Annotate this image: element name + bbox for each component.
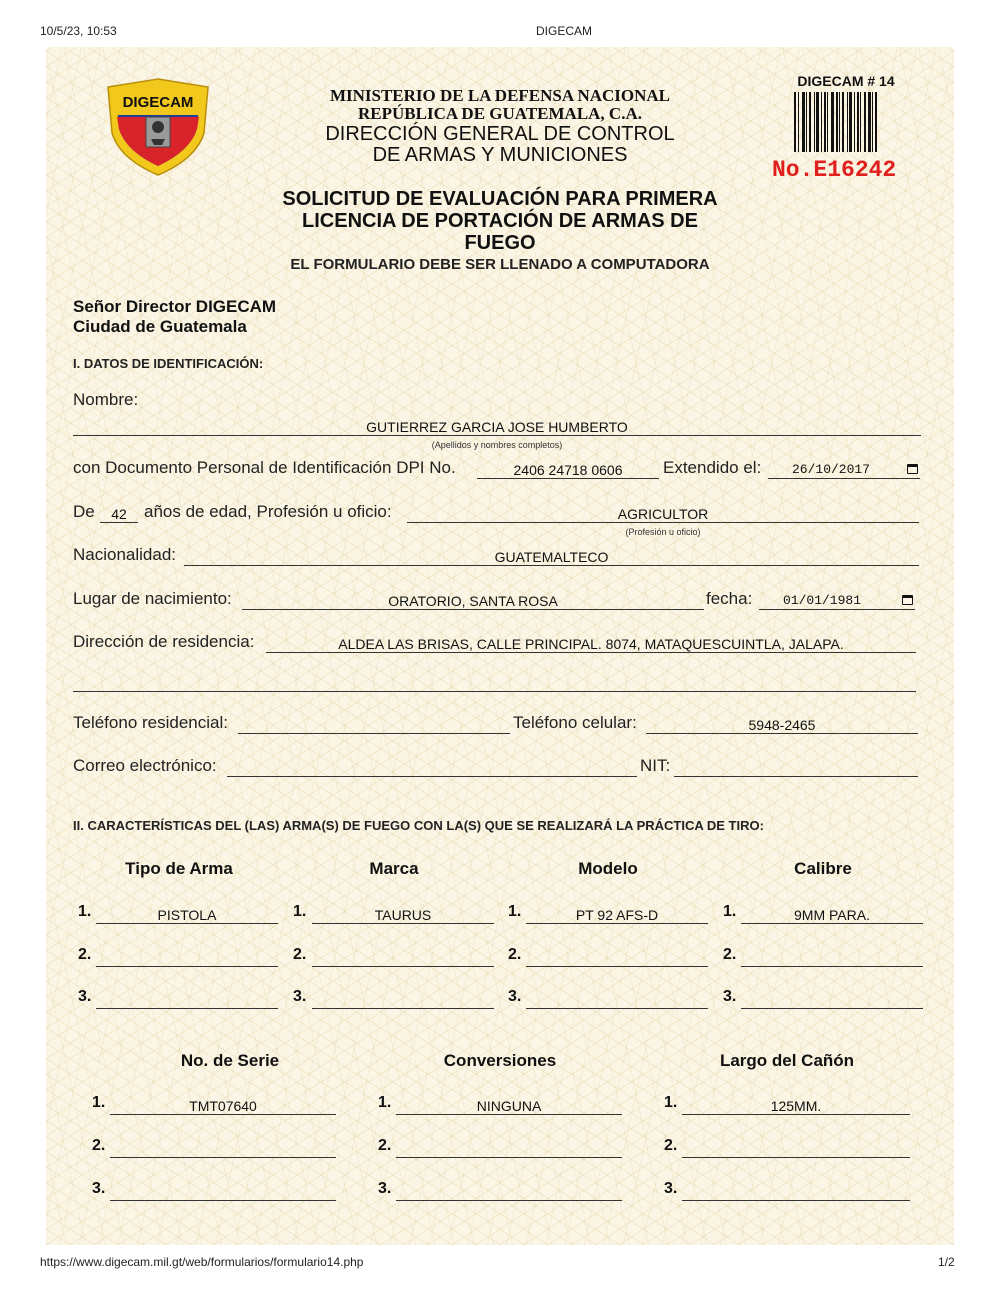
section1-heading: I. DATOS DE IDENTIFICACIÓN: [73,356,264,371]
nacionalidad-label: Nacionalidad: [73,545,177,564]
row-number: 2. [723,946,737,963]
conversiones-input-2[interactable] [396,1137,622,1158]
row-number: 3. [723,988,737,1005]
nombre-input[interactable]: GUTIERREZ GARCIA JOSE HUMBERTO [73,415,921,436]
fecha-nacimiento-date-input[interactable] [759,589,915,610]
dpi-input[interactable]: 2406 24718 0606 [477,458,659,479]
nit-label: NIT: [640,756,671,775]
addressee-line2: Ciudad de Guatemala [73,317,247,336]
row-number: 3. [92,1180,106,1197]
de-label: De [73,502,95,521]
form-number: No.E16242 [772,157,897,183]
header-tipo-arma: Tipo de Arma [125,859,233,878]
direccion-input[interactable]: ALDEA LAS BRISAS, CALLE PRINCIPAL. 8074, MATAQUESCUINTLA, JALAPA. [266,632,916,653]
form-title-line2: LICENCIA DE PORTACIÓN DE ARMAS DE [302,210,698,232]
conversiones-input-1[interactable]: NINGUNA [396,1094,622,1115]
row-number: 2. [92,1137,106,1154]
telefono-celular-label: Teléfono celular: [513,713,637,732]
direction-name-line2: DE ARMAS Y MUNICIONES [372,144,628,166]
row-number: 1. [508,903,522,920]
row-number: 2. [378,1137,392,1154]
calibre-input-2[interactable] [741,946,923,967]
ministry-name: MINISTERIO DE LA DEFENSA NACIONAL [329,86,671,105]
modelo-input-1[interactable]: PT 92 AFS-D [526,903,708,924]
largo-canon-input-2[interactable] [682,1137,910,1158]
row-number: 2. [508,946,522,963]
age-input[interactable]: 42 [100,502,138,523]
header-no-serie: No. de Serie [180,1051,280,1070]
row-number: 3. [378,1180,392,1197]
form-title-line3: FUEGO [464,232,536,254]
profesion-hint: (Profesión u oficio) [625,527,701,537]
calibre-input-3[interactable] [741,988,923,1009]
row-number: 1. [78,903,92,920]
header-modelo: Modelo [578,859,638,878]
form-sheet [46,47,954,1245]
print-datetime: 10/5/23, 10:53 [40,24,117,38]
row-number: 3. [508,988,522,1005]
lugar-nacimiento-label: Lugar de nacimiento: [73,589,232,608]
row-number: 2. [78,946,92,963]
tipo-arma-input-2[interactable] [96,946,278,967]
tipo-arma-input-3[interactable] [96,988,278,1009]
lugar-nacimiento-input[interactable]: ORATORIO, SANTA ROSA [242,589,704,610]
correo-input[interactable] [227,756,637,777]
telefono-celular-input[interactable]: 5948-2465 [646,713,918,734]
serie-input-3[interactable] [110,1180,336,1201]
direccion-input-line2[interactable] [73,671,916,692]
profesion-input[interactable]: AGRICULTOR [407,502,919,523]
telefono-residencial-label: Teléfono residencial: [73,713,228,732]
calendar-icon[interactable] [907,464,918,474]
modelo-input-2[interactable] [526,946,708,967]
direction-name-line1: DIRECCIÓN GENERAL DE CONTROL [325,123,675,145]
conversiones-input-3[interactable] [396,1180,622,1201]
header-largo-canon: Largo del Cañón [719,1051,855,1070]
form-subtitle: EL FORMULARIO DEBE SER LLENADO A COMPUTADORA [290,256,710,273]
fecha-nacimiento-value: 01/01/1981 [783,593,862,608]
header-conversiones: Conversiones [443,1051,557,1070]
nombre-hint: (Apellidos y nombres completos) [431,440,563,450]
row-number: 2. [293,946,307,963]
row-number: 3. [293,988,307,1005]
row-number: 2. [664,1137,678,1154]
fecha-label: fecha: [706,589,753,608]
section2-heading: II. CARACTERÍSTICAS DEL (LAS) ARMA(S) DE FUEGO CON LA(S) QUE SE REALIZARÁ LA PRÁCTICA DE TIRO: [73,818,764,833]
nacionalidad-input[interactable]: GUATEMALTECO [184,545,919,566]
modelo-input-3[interactable] [526,988,708,1009]
calendar-icon[interactable] [902,595,913,605]
row-number: 1. [664,1094,678,1111]
serie-input-1[interactable]: TMT07640 [110,1094,336,1115]
dpi-label: con Documento Personal de Identificación DPI No. [73,458,456,477]
print-page-number: 1/2 [938,1255,955,1269]
digecam-shield-logo [104,77,212,177]
row-number: 1. [378,1094,392,1111]
correo-label: Correo electrónico: [73,756,217,775]
row-number: 1. [92,1094,106,1111]
age-profession-label: años de edad, Profesión u oficio: [144,502,392,521]
row-number: 1. [723,903,737,920]
header-marca: Marca [369,859,419,878]
extendido-label: Extendido el: [663,458,762,477]
barcode [794,92,898,152]
direccion-label: Dirección de residencia: [73,632,255,651]
telefono-residencial-input[interactable] [238,713,510,734]
form-title-line1: SOLICITUD DE EVALUACIÓN PARA PRIMERA [282,188,718,210]
republic-name: REPÚBLICA DE GUATEMALA, C.A. [358,104,642,123]
form-code: DIGECAM # 14 [797,73,895,89]
header-calibre: Calibre [794,859,852,878]
tipo-arma-input-1[interactable]: PISTOLA [96,903,278,924]
marca-input-3[interactable] [312,988,494,1009]
extendido-date-value: 26/10/2017 [792,462,871,477]
print-title: DIGECAM [536,24,593,38]
row-number: 3. [78,988,92,1005]
serie-input-2[interactable] [110,1137,336,1158]
marca-input-2[interactable] [312,946,494,967]
nombre-label: Nombre: [73,390,139,409]
nit-input[interactable] [674,756,918,777]
largo-canon-input-3[interactable] [682,1180,910,1201]
addressee-line1: Señor Director DIGECAM [73,297,277,316]
marca-input-1[interactable]: TAURUS [312,903,494,924]
largo-canon-input-1[interactable]: 125MM. [682,1094,910,1115]
print-url: https://www.digecam.mil.gt/web/formularios/formulario14.php [40,1255,364,1269]
logo-text: DIGECAM [122,94,194,111]
row-number: 1. [293,903,307,920]
row-number: 3. [664,1180,678,1197]
extendido-date-input[interactable] [768,458,920,479]
calibre-input-1[interactable]: 9MM PARA. [741,903,923,924]
